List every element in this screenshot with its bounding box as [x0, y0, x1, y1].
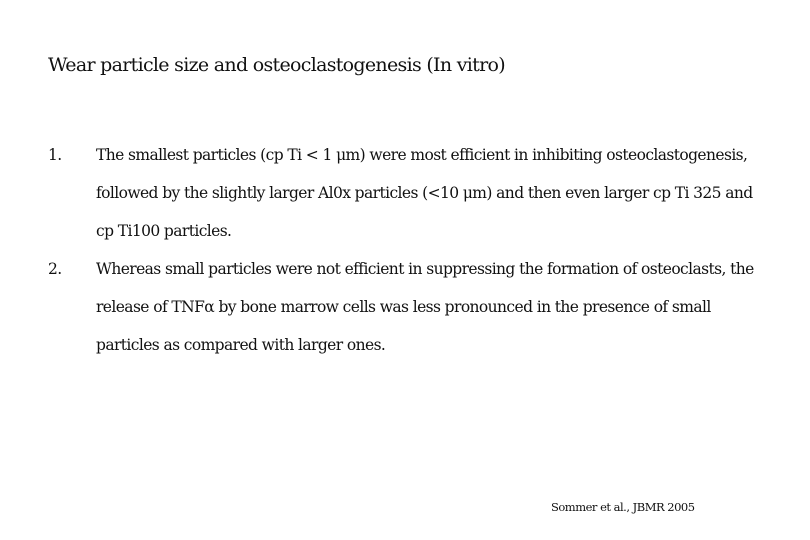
finding-text-line: The smallest particles (cp Ti < 1 μm) were most efficient in inhibiting osteoclastogenesis,: [96, 146, 748, 164]
findings-list: [48, 136, 768, 364]
slide-title: Wear particle size and osteoclastogenesis (In vitro): [48, 54, 505, 76]
finding-text-line: followed by the slightly larger Al0x particles (<10 μm) and then even larger cp Ti 325 and: [96, 184, 753, 202]
finding-item-1: [48, 136, 768, 250]
citation: Sommer et al., JBMR 2005: [551, 500, 695, 514]
finding-text-line: cp Ti100 particles.: [96, 222, 232, 240]
finding-text-line: Whereas small particles were not efficient in suppressing the formation of osteoclasts, the: [96, 260, 754, 278]
finding-number: 2.: [48, 260, 62, 278]
finding-text-line: particles as compared with larger ones.: [96, 336, 386, 354]
finding-item-2: [48, 250, 768, 364]
finding-number: 1.: [48, 146, 62, 164]
finding-text-line: release of TNFα by bone marrow cells was less pronounced in the presence of small: [96, 298, 711, 316]
